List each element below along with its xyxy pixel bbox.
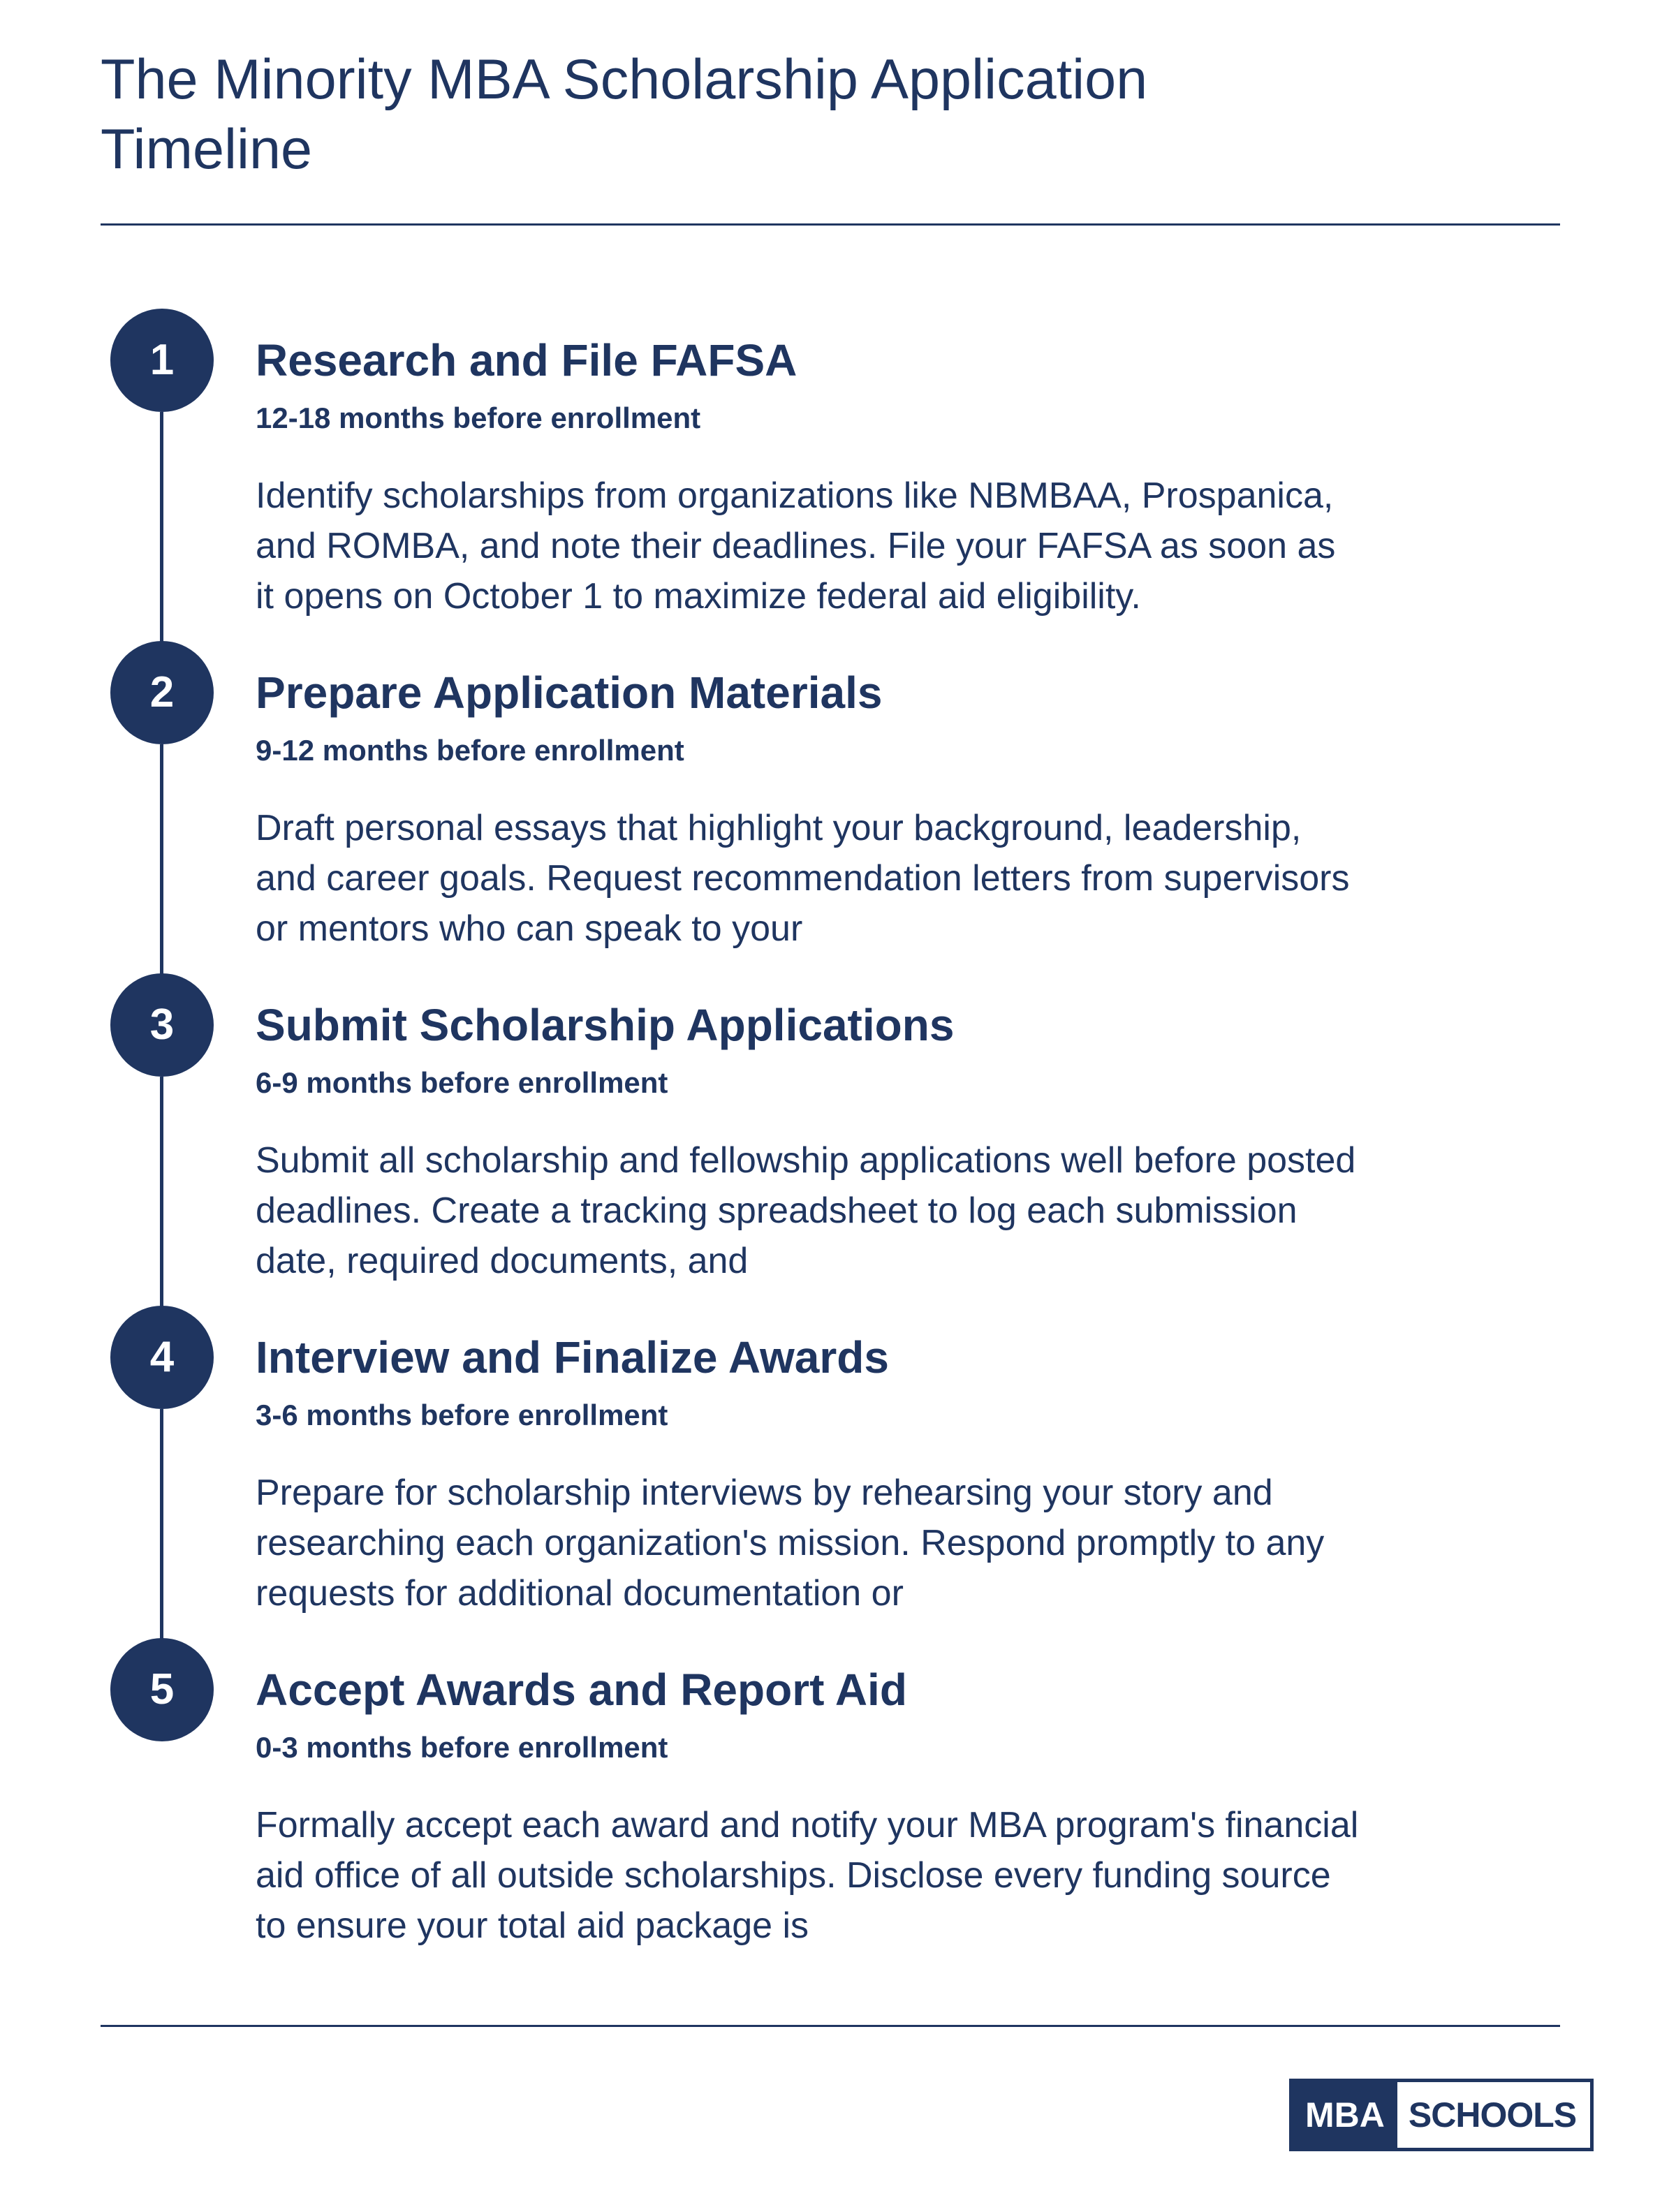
step-description: Draft personal essays that highlight your background, leadership, and career goals. Request recommendation letters from supervisors or mentors who can speak to your: [256, 808, 1350, 949]
timeline-step-1: [0, 309, 1676, 630]
step-number-badge: 2: [110, 641, 214, 744]
step-description: Formally accept each award and notify your MBA program's financial aid office of all outside scholarships. Disclose every funding source to ensure your total aid package is: [256, 1805, 1359, 1946]
step-title: Submit Scholarship Applications: [256, 1000, 955, 1050]
step-title: Interview and Finalize Awards: [256, 1332, 889, 1382]
timeline-step-2: [0, 641, 1676, 962]
footer-divider: [101, 2025, 1560, 2027]
step-description: Prepare for scholarship interviews by rehearsing your story and researching each organization's mission. Respond promptly to any requests for additional documentation or: [256, 1473, 1325, 1614]
step-description: Submit all scholarship and fellowship applications well before posted deadlines. Create a tracking spreadsheet to log each submission date, required documents, and: [256, 1140, 1356, 1281]
step-number-badge: 4: [110, 1306, 214, 1409]
timeline-step-3: [0, 973, 1676, 1295]
step-timing: 0-3 months before enrollment: [256, 1731, 668, 1764]
step-timing: 9-12 months before enrollment: [256, 734, 684, 767]
step-title: Prepare Application Materials: [256, 668, 883, 718]
step-number-badge: 1: [110, 309, 214, 412]
page-title: The Minority MBA Scholarship Application Timeline: [101, 48, 1148, 181]
step-number-badge: 3: [110, 973, 214, 1077]
step-description: Identify scholarships from organizations like NBMBAA, Prospanica, and ROMBA, and note their deadlines. File your FAFSA as soon as it opens on October 1 to maximize federal aid eligibility.: [256, 475, 1336, 617]
step-title: Accept Awards and Report Aid: [256, 1665, 907, 1715]
logo-mba-text: MBA: [1293, 2082, 1397, 2148]
timeline-step-4: [0, 1306, 1676, 1627]
logo-schools-text: SCHOOLS: [1408, 2095, 1577, 2134]
step-timing: 12-18 months before enrollment: [256, 401, 701, 434]
mba-schools-logo: [1289, 2079, 1594, 2151]
timeline-step-5: [0, 1638, 1676, 1959]
step-number-badge: 5: [110, 1638, 214, 1741]
step-timing: 6-9 months before enrollment: [256, 1066, 668, 1099]
step-timing: 3-6 months before enrollment: [256, 1399, 668, 1431]
step-title: Research and File FAFSA: [256, 335, 797, 385]
